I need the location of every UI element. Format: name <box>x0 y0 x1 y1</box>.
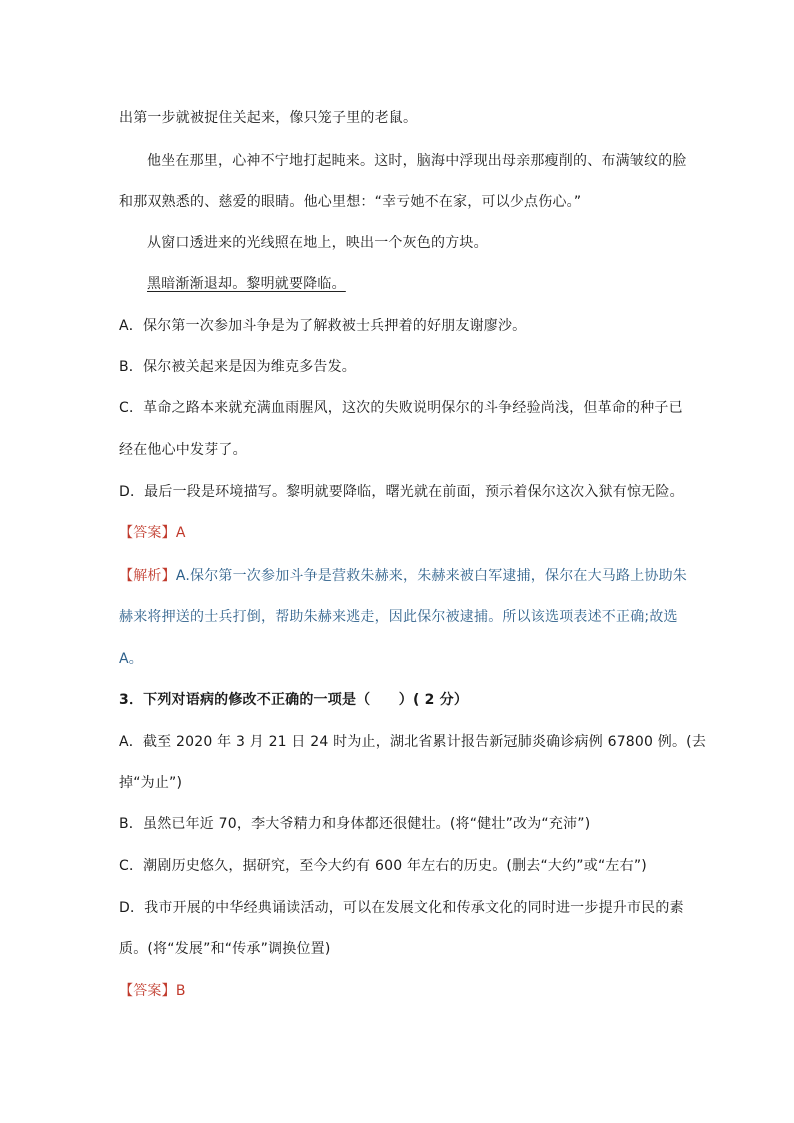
paragraph-line-1: 出第一步就被捉住关起来，像只笼子里的老鼠。 <box>119 110 418 126</box>
analysis-line-1 <box>119 566 687 586</box>
q3-option-d-line-1: D．我市开展的中华经典诵读活动，可以在发展文化和传承文化的同时进一步提升市民的素 <box>119 900 684 916</box>
answer-line-1 <box>119 523 186 543</box>
underlined-sentence: 黑暗渐渐退却。黎明就要降临。 <box>147 276 346 292</box>
option-b: B．保尔被关起来是因为维克多告发。 <box>119 359 357 375</box>
paragraph-line-2: 他坐在那里，心神不宁地打起盹来。这时，脑海中浮现出母亲那瘦削的、布满皱纹的脸 <box>147 153 687 169</box>
answer-label-2: 【答案】 <box>119 983 176 999</box>
answer-line-2 <box>119 981 186 1001</box>
q3-option-b: B．虽然已年近 70，李大爷精力和身体都还很健壮。(将“健壮”改为“充沛”) <box>119 816 591 832</box>
option-d: D．最后一段是环境描写。黎明就要降临，曙光就在前面，预示着保尔这次入狱有惊无险。 <box>119 484 684 500</box>
q3-option-d-line-2: 质。(将“发展”和“传承”调换位置) <box>119 941 331 957</box>
answer-label: 【答案】 <box>119 525 176 541</box>
analysis-label: 【解析】 <box>119 568 176 584</box>
paragraph-line-3: 和那双熟悉的、慈爱的眼睛。他心里想：“幸亏她不在家，可以少点伤心。” <box>119 194 582 210</box>
answer-value-2: B <box>175 983 186 999</box>
option-c-line-1: C．革命之路本来就充满血雨腥风，这次的失败说明保尔的斗争经验尚浅，但革命的种子已 <box>119 400 683 416</box>
q3-option-a-line-2: 掉“为止”) <box>119 775 183 791</box>
answer-value: A <box>175 525 186 541</box>
q3-option-a-line-1: A．截至 2020 年 3 月 21 日 24 时为止，湖北省累计报告新冠肺炎确诊病例 67800 例。(去 <box>119 734 707 750</box>
q3-option-c: C．潮剧历史悠久，据研究，至今大约有 600 年左右的历史。(删去“大约”或“左右”) <box>119 858 647 874</box>
option-a: A．保尔第一次参加斗争是为了解救被士兵押着的好朋友谢廖沙。 <box>119 318 527 334</box>
analysis-line-2: 赫来将押送的士兵打倒，帮助朱赫来逃走，因此保尔被逮捕。所以该选项表述不正确;故选 <box>119 609 678 625</box>
analysis-line-3: A。 <box>119 651 143 667</box>
analysis-text: A.保尔第一次参加斗争是营救朱赫来，朱赫来被白军逮捕，保尔在大马路上协助朱 <box>175 568 687 584</box>
option-c-line-2: 经在他心中发芽了。 <box>119 442 247 458</box>
question-3-title: 3．下列对语病的修改不正确的一项是（ ）( 2 分） <box>119 692 469 708</box>
paragraph-line-4: 从窗口透进来的光线照在地上，映出一个灰色的方块。 <box>147 235 488 251</box>
